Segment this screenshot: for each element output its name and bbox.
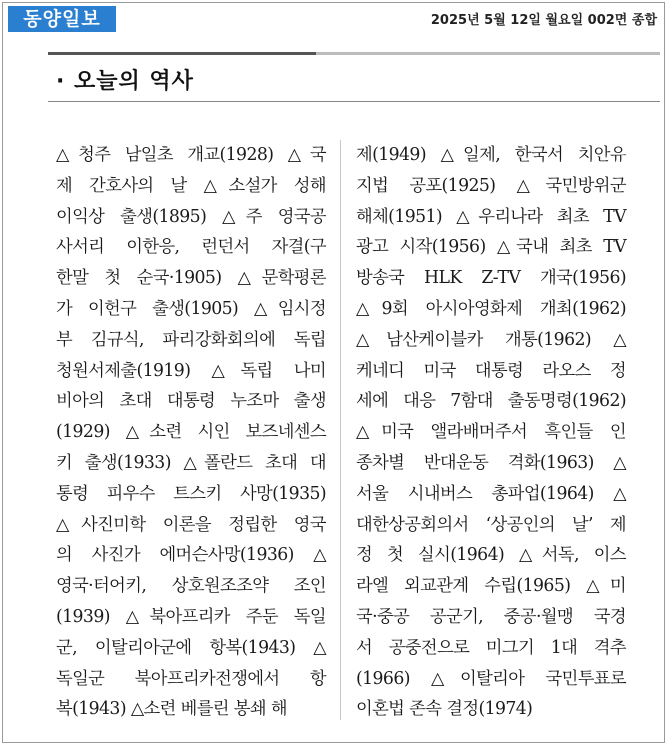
article-text-line: 이익상 출생(1895) △주 영국공: [56, 206, 326, 227]
article-text-line: 제 간호사의 날 △소설가 성해: [56, 175, 326, 196]
article-text-line: 종차별 반대운동 격화(1963) △: [356, 452, 626, 473]
article-text-line: (1929) △소련 시인 보즈네센스: [56, 422, 326, 443]
article-text-line: △미국 앨라배머주서 흑인들 인: [356, 422, 626, 443]
article-text-line: 해체(1951) △우리나라 최초 TV: [356, 206, 626, 227]
article-text-line: 지법 공포(1925) △국민방위군: [356, 175, 626, 196]
article-text-line: △남산케이블카 개통(1962) △: [356, 329, 626, 350]
article-text-line: 서 공중전으로 미그기 1대 격추: [356, 637, 626, 658]
issue-date-line: 2025년 5월 12일 월요일 002면 종합: [430, 13, 657, 28]
article-text-line: 세에 대응 7함대 출동명령(1962): [356, 391, 626, 412]
article-text-line: 비아의 초대 대통령 누조마 출생: [56, 391, 326, 412]
article-text-line: 한말 첫 순국·1905) △문학평론: [56, 268, 326, 289]
article-text-line: (1966) △이탈리아 국민투표로: [356, 668, 626, 689]
article-text-line: 복(1943) △소련 베를린 봉쇄 해: [56, 699, 287, 720]
article-text-line: (1939) △북아프리카 주둔 독일: [56, 606, 326, 627]
article-text-line: △사진미학 이론을 정립한 영국: [56, 514, 326, 535]
article-text-line: 대한상공회의서 ‘상공인의 날’ 제: [356, 514, 626, 535]
title-underline: [48, 101, 660, 102]
article-text-line: 군, 이탈리아군에 항복(1943) △: [56, 637, 326, 658]
article-column-left: [56, 140, 326, 725]
article-column-right: [356, 140, 626, 725]
article-text-line: 서울 시내버스 총파업(1964) △: [356, 483, 626, 504]
article-text-line: △9회 아시아영화제 개최(1962): [356, 298, 626, 319]
article-text-line: 라엘 외교관계 수립(1965) △미: [356, 576, 626, 597]
article-text-line: 가 이헌구 출생(1905) △임시정: [56, 298, 326, 319]
article-text-line: 방송국 HLK Z-TV 개국(1956): [356, 268, 626, 289]
article-text-line: △청주 남일초 개교(1928) △국: [56, 145, 326, 165]
article-text-line: 키 출생(1933) △폴란드 초대 대: [56, 452, 326, 473]
article-text-line: 이혼법 존속 결정(1974): [356, 699, 533, 720]
article-text-line: 사서리 이한응, 런던서 자결(구: [56, 237, 326, 258]
article-text-line: 부 김규식, 파리강화회의에 독립: [56, 329, 326, 350]
article-text-line: 광고 시작(1956) △국내 최초 TV: [356, 237, 626, 258]
newspaper-logo: 동양일보: [8, 6, 116, 32]
article-text-line: 제(1949) △일제, 한국서 치안유: [356, 145, 626, 165]
article-text-line: 케네디 미국 대통령 라오스 정: [356, 360, 626, 381]
article-text-line: 청원서제출(1919) △독립 나미: [56, 360, 326, 381]
article-text-line: 의 사진가 에머슨사망(1936) △: [56, 545, 326, 566]
column-divider: [340, 140, 341, 720]
article-text-line: 국·중공 공군기, 중공·월맹 국경: [356, 606, 626, 627]
article-text-line: 독일군 북아프리카전쟁에서 항: [56, 668, 326, 689]
article-text-line: 통령 피우수 트스키 사망(1935): [56, 483, 326, 504]
article-text-line: 영국·터어키, 상호원조조약 조인: [56, 576, 326, 597]
header-rule-accent: [48, 52, 316, 55]
section-title: · 오늘의 역사: [56, 69, 194, 94]
article-text-line: 정 첫 실시(1964) △서독, 이스: [356, 545, 626, 566]
